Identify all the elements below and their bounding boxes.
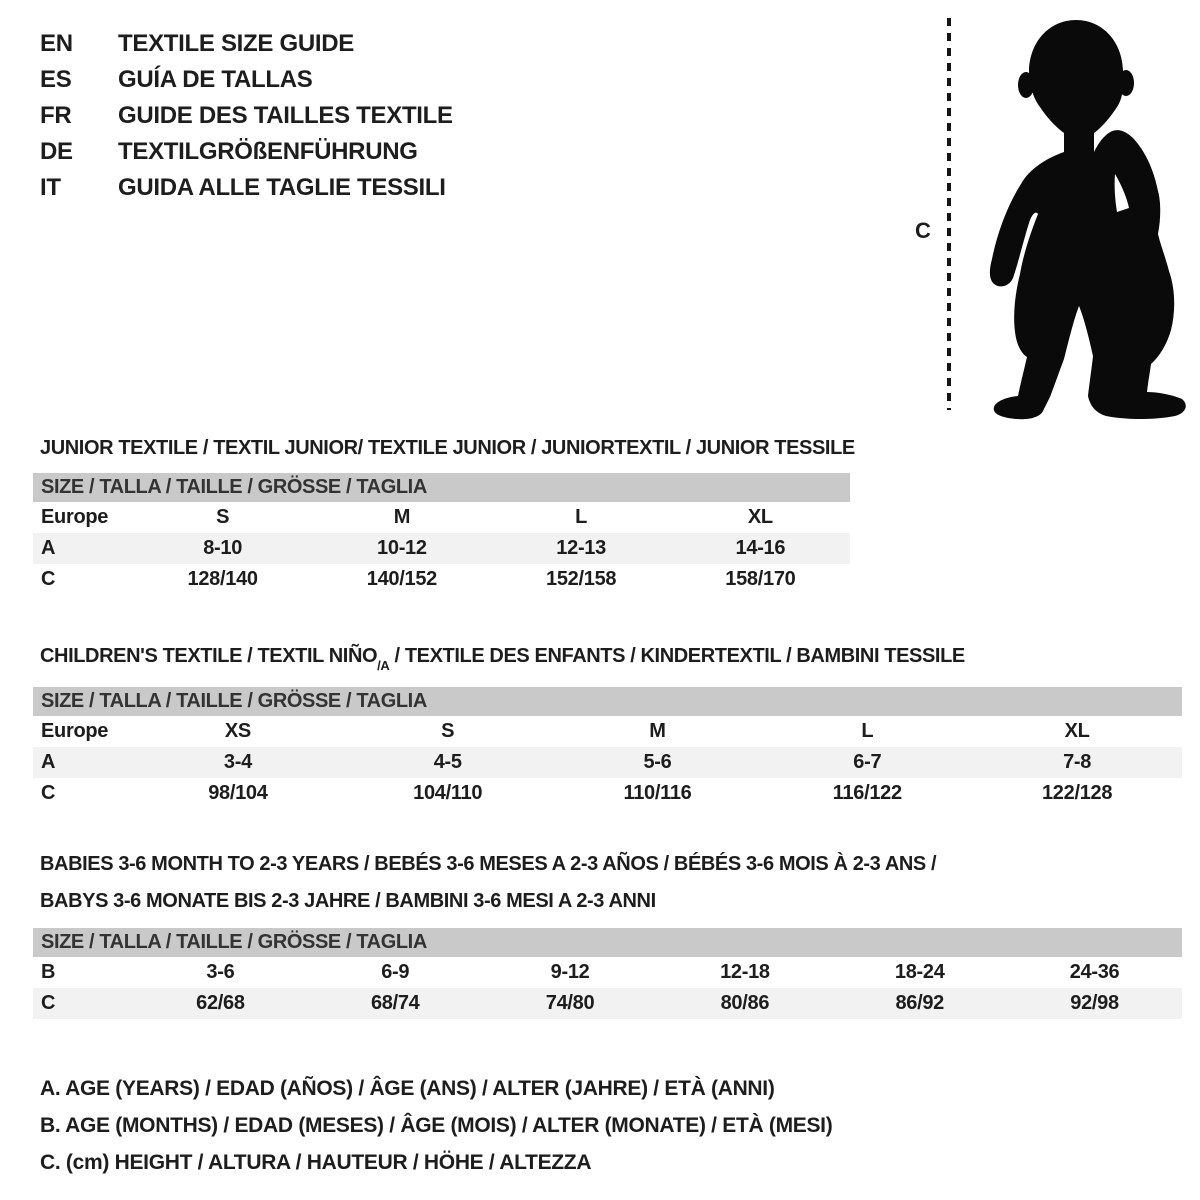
table-row: [33, 957, 1182, 988]
section-title: [40, 846, 1182, 883]
title-text: BABIES 3-6 MONTH TO 2-3 YEARS / BEBÉS 3-6 MESES A 2-3 AÑOS / BÉBÉS 3-6 MOIS À 2-3 ANS /: [40, 853, 937, 875]
table-row: [33, 988, 1182, 1019]
guide-title: TEXTILGRÖßENFÜHRUNG: [118, 138, 418, 165]
table-cell: 122/128: [1041, 782, 1113, 804]
table-cell: 74/80: [545, 992, 595, 1014]
size-header-row: SIZE / TALLA / TAILLE / GRÖSSE / TAGLIA: [33, 687, 1182, 716]
table-cell: 3-6: [206, 961, 235, 983]
table-cell: 104/110: [413, 782, 483, 804]
baby-silhouette-icon: [941, 6, 1200, 424]
table-row: [33, 716, 1182, 747]
size-header-row: SIZE / TALLA / TAILLE / GRÖSSE / TAGLIA: [33, 928, 1182, 957]
title-text: JUNIOR TEXTILE / TEXTIL JUNIOR/ TEXTILE JUNIOR / JUNIORTEXTIL / JUNIOR TESSILE: [40, 437, 855, 459]
table-cell: 128/140: [187, 568, 258, 590]
language-code: DE: [40, 138, 73, 165]
guide-title: GUIDE DES TAILLES TEXTILE: [118, 102, 453, 129]
title-subscript: /A: [377, 658, 390, 673]
language-line: [40, 134, 453, 170]
table-cell: 18-24: [894, 961, 945, 983]
legend-line: C. (cm) HEIGHT / ALTURA / HAUTEUR / HÖHE / ALTEZZA: [40, 1151, 592, 1174]
section-title: [40, 638, 1182, 681]
row-label: B: [41, 961, 56, 983]
table-row: [33, 747, 1182, 778]
table-row: [33, 502, 850, 533]
table-cell: 140/152: [366, 568, 437, 590]
table-cell: 116/122: [832, 782, 902, 804]
table-cell: 86/92: [895, 992, 944, 1014]
section-junior-textile: [33, 430, 855, 595]
table-cell: 8-10: [203, 537, 243, 559]
table-cell: M: [649, 720, 666, 742]
legend-line: B. AGE (MONTHS) / EDAD (MESES) / ÂGE (MOIS) / ALTER (MONATE) / ETÀ (MESI): [40, 1114, 833, 1137]
section-title: [40, 883, 1182, 920]
language-code: FR: [40, 102, 72, 129]
table-cell: 80/86: [720, 992, 770, 1014]
language-title-block: [40, 26, 453, 206]
section-babies-textile: [33, 846, 1182, 1019]
table-cell: 158/170: [725, 568, 796, 590]
title-text: CHILDREN'S TEXTILE / TEXTIL NIÑO: [40, 645, 378, 667]
guide-title: GUÍA DE TALLAS: [118, 66, 313, 93]
size-header-row: SIZE / TALLA / TAILLE / GRÖSSE / TAGLIA: [33, 473, 850, 502]
language-line: [40, 26, 453, 62]
language-code: ES: [40, 66, 72, 93]
table-cell: 62/68: [196, 992, 245, 1014]
title-text: BABYS 3-6 MONATE BIS 2-3 JAHRE / BAMBINI 3-6 MESI A 2-3 ANNI: [40, 890, 656, 912]
section-title: [40, 430, 855, 467]
height-measure-label: C: [915, 218, 931, 243]
table-cell: 24-36: [1069, 961, 1120, 983]
language-line: [40, 62, 453, 98]
table-row: [33, 564, 850, 595]
babies-size-table: [33, 928, 1182, 1019]
language-line: [40, 170, 453, 206]
table-row: [33, 533, 850, 564]
table-cell: M: [393, 506, 411, 528]
row-label: A: [41, 537, 56, 559]
row-label: C: [41, 992, 56, 1014]
table-cell: 6-9: [381, 961, 410, 983]
table-cell: L: [861, 720, 874, 742]
table-cell: 7-8: [1063, 751, 1092, 773]
table-cell: 4-5: [433, 751, 462, 773]
table-cell: S: [216, 506, 230, 528]
children-size-table: [33, 687, 1182, 809]
legend: [40, 1070, 832, 1181]
table-cell: 9-12: [550, 961, 590, 983]
table-cell: 152/158: [546, 568, 617, 590]
table-cell: L: [575, 506, 588, 528]
table-cell: 12-13: [556, 537, 606, 559]
language-line: [40, 98, 453, 134]
table-cell: 6-7: [853, 751, 882, 773]
table-cell: 5-6: [643, 751, 672, 773]
table-cell: 14-16: [735, 537, 786, 559]
row-label: A: [41, 751, 56, 773]
baby-figure: [905, 6, 1200, 424]
table-cell: 92/98: [1070, 992, 1119, 1014]
table-cell: 98/104: [208, 782, 268, 804]
table-cell: S: [441, 720, 455, 742]
row-label: Europe: [41, 720, 109, 742]
table-cell: 12-18: [720, 961, 770, 983]
title-text: / TEXTILE DES ENFANTS / KINDERTEXTIL / BAMBINI TESSILE: [389, 645, 965, 667]
table-cell: 3-4: [223, 751, 252, 773]
table-cell: XL: [1064, 720, 1090, 742]
junior-size-table: [33, 473, 850, 595]
table-cell: 68/74: [370, 992, 420, 1014]
table-cell: XL: [747, 506, 773, 528]
row-label: Europe: [41, 506, 109, 528]
guide-title: TEXTILE SIZE GUIDE: [118, 30, 354, 57]
table-cell: 10-12: [377, 537, 427, 559]
row-label: C: [41, 568, 56, 590]
guide-title: GUIDA ALLE TAGLIE TESSILI: [118, 174, 446, 201]
table-cell: XS: [224, 720, 251, 742]
table-cell: 110/116: [623, 782, 692, 804]
section-children-textile: [33, 638, 1182, 809]
legend-line: A. AGE (YEARS) / EDAD (AÑOS) / ÂGE (ANS) / ALTER (JAHRE) / ETÀ (ANNI): [40, 1077, 775, 1100]
row-label: C: [41, 782, 56, 804]
language-code: IT: [40, 174, 61, 201]
table-row: [33, 778, 1182, 809]
language-code: EN: [40, 30, 73, 57]
